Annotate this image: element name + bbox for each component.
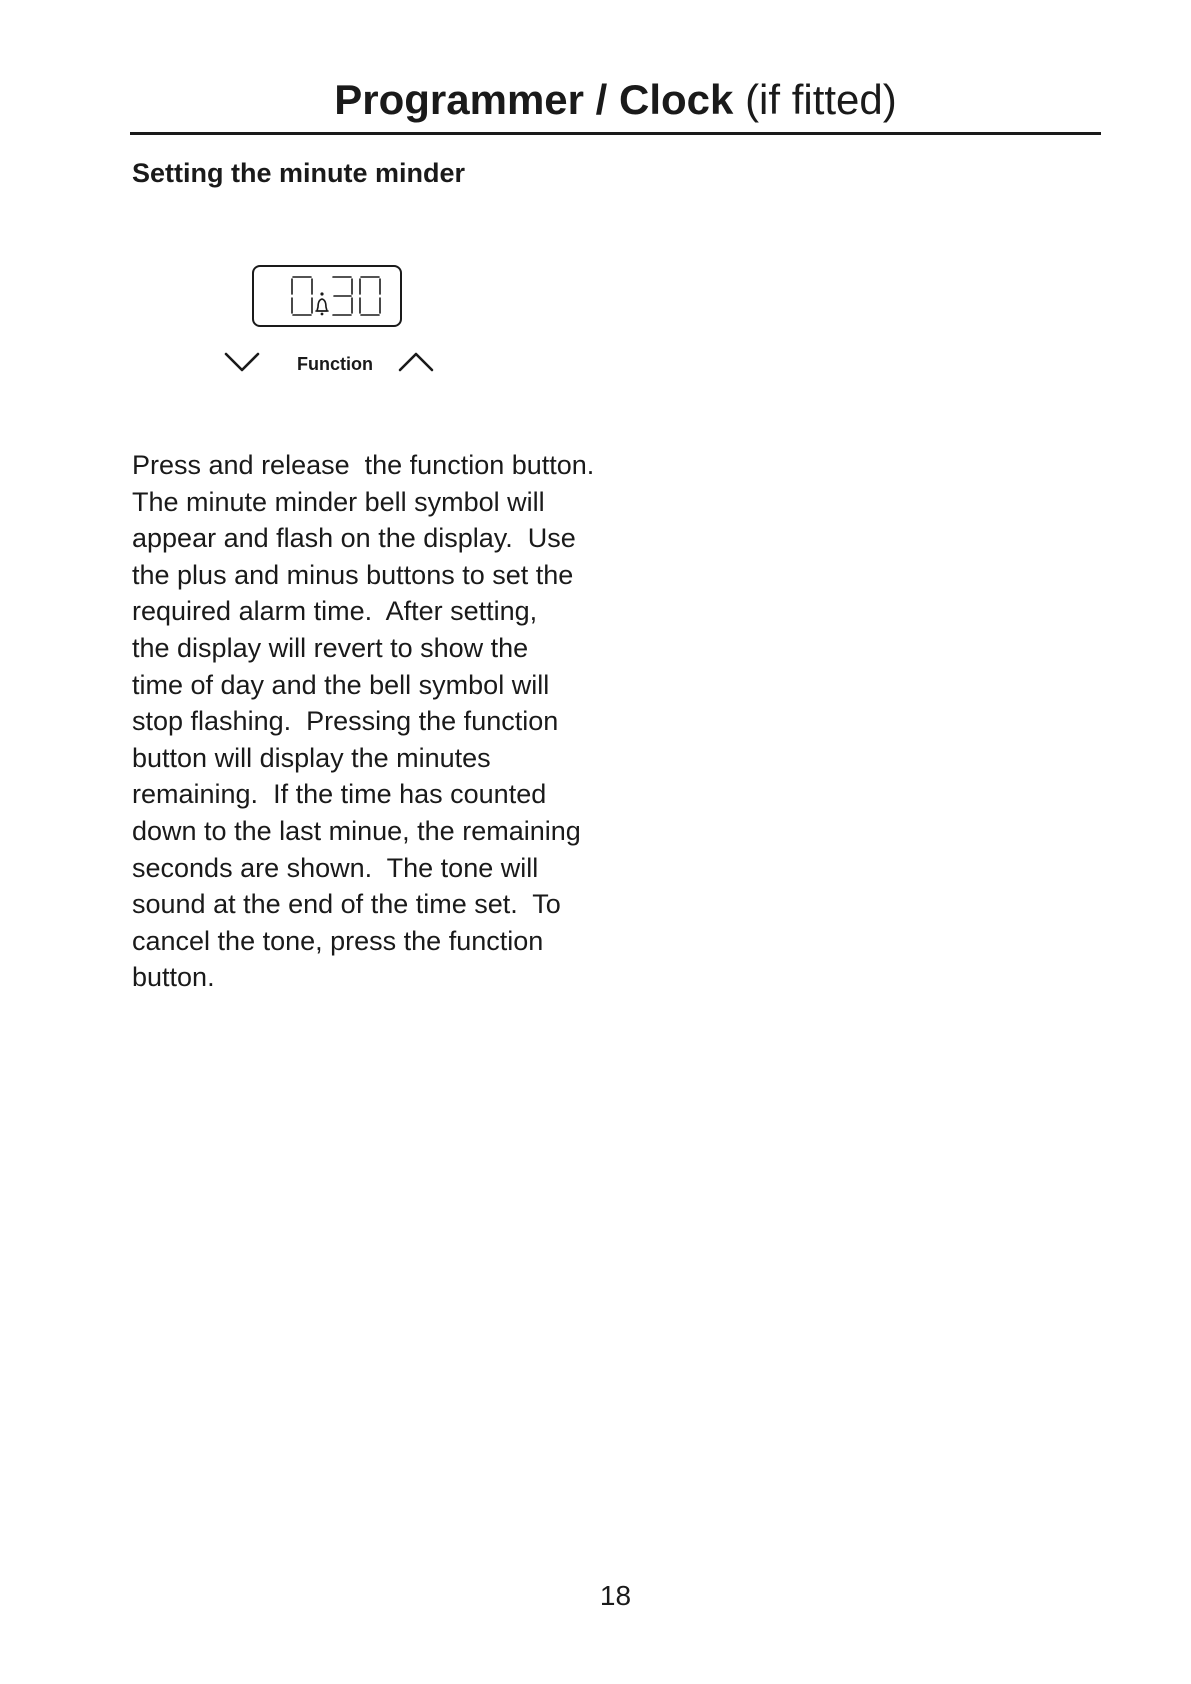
- paragraph-line: remaining. If the time has counted: [132, 779, 547, 810]
- page-title: [130, 72, 1101, 128]
- bell-icon: [316, 292, 328, 315]
- lcd-digit-0: [292, 277, 312, 315]
- paragraph-line: cancel the tone, press the function: [132, 925, 544, 956]
- chevron-up-icon: [397, 350, 435, 374]
- paragraph-line: button.: [132, 962, 215, 993]
- section-heading: Setting the minute minder: [132, 158, 466, 188]
- paragraph-line: the display will revert to show the: [132, 632, 529, 663]
- paragraph-line: seconds are shown. The tone will: [132, 852, 539, 883]
- lcd-display: [252, 265, 402, 327]
- chevron-down-icon: [223, 350, 261, 374]
- paragraph-line: required alarm time. After setting,: [132, 596, 538, 627]
- paragraph-line: the plus and minus buttons to set the: [132, 559, 574, 590]
- lcd-digits: [254, 267, 400, 325]
- header-divider: [130, 132, 1101, 135]
- paragraph-line: Press and release the function button.: [132, 450, 595, 480]
- paragraph-line: stop flashing. Pressing the function: [132, 706, 559, 737]
- function-button-label: Function: [297, 354, 373, 374]
- paragraph-line: appear and flash on the display. Use: [132, 523, 576, 554]
- paragraph-line: The minute minder bell symbol will: [132, 486, 545, 517]
- page-number: 18: [599, 1580, 632, 1611]
- plus-button: [397, 350, 435, 374]
- paragraph-line: button will display the minutes: [132, 742, 491, 773]
- paragraph-line: down to the last minue, the remaining: [132, 815, 581, 846]
- paragraph-line: time of day and the bell symbol will: [132, 669, 550, 700]
- minus-button: [223, 350, 261, 374]
- page-title-sub: (if fitted): [745, 76, 897, 123]
- control-panel-illustration: [215, 260, 445, 390]
- lcd-digit-3: [333, 277, 352, 315]
- page-title-main: Programmer / Clock: [334, 76, 734, 123]
- paragraph-line: sound at the end of the time set. To: [132, 889, 561, 920]
- instructions-paragraph: [132, 447, 602, 996]
- lcd-digit-0-b: [360, 277, 380, 315]
